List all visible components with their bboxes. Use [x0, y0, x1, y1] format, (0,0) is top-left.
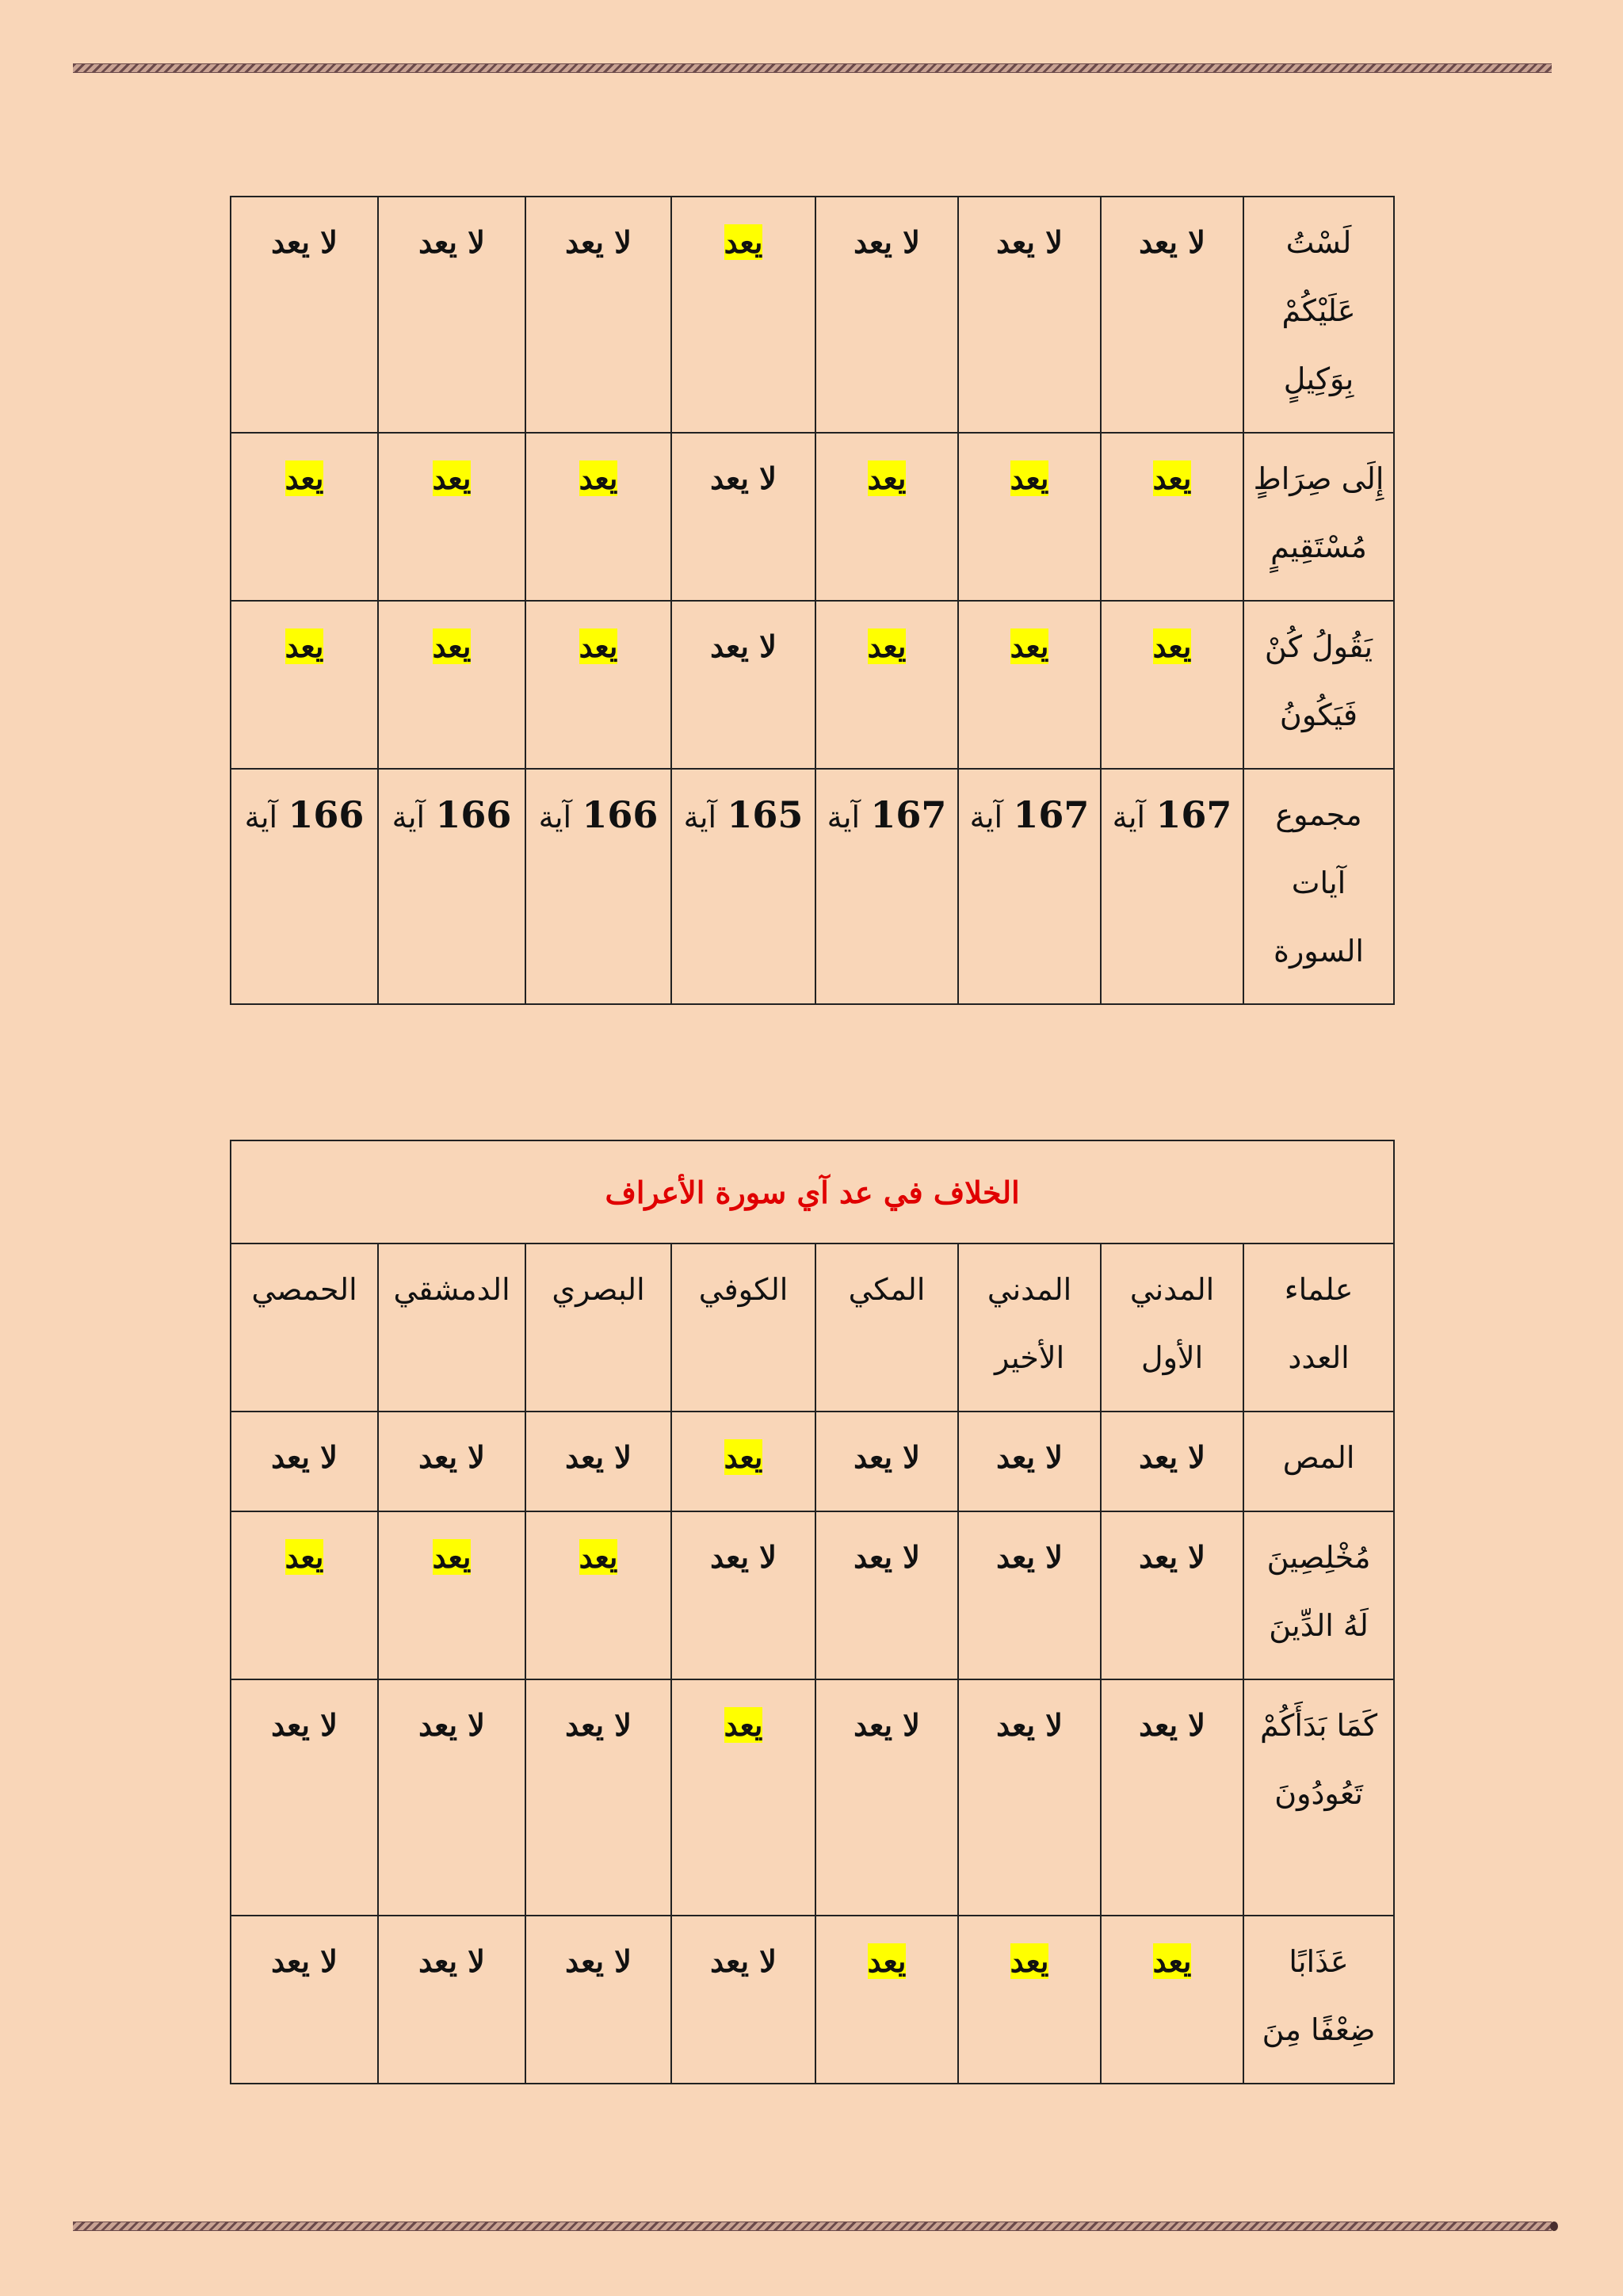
total-cell: 167 آية: [1101, 769, 1243, 1004]
count-cell: لا يعد: [378, 1916, 525, 2084]
count-cell: يعد: [525, 601, 671, 769]
count-cell: يعد: [1101, 1916, 1243, 2084]
count-cell: يعد: [525, 1511, 671, 1679]
table-header-row: [231, 1244, 1394, 1412]
count-cell: يعد: [525, 433, 671, 601]
count-cell: لا يعد: [525, 1916, 671, 2084]
count-cell: لا يعد: [815, 197, 958, 433]
table-row: [231, 1916, 1394, 2084]
count-cell: لا يعد: [958, 1412, 1101, 1511]
count-cell: لا يعد: [378, 1412, 525, 1511]
table-row: [231, 433, 1394, 601]
count-cell: يعد: [671, 1412, 815, 1511]
count-cell: لا يعد: [1101, 197, 1243, 433]
count-cell: لا يعد: [525, 197, 671, 433]
count-cell: يعد: [671, 197, 815, 433]
row-label: مُخْلِصِينَ لَهُ الدِّينَ: [1243, 1511, 1394, 1679]
table-row-total: [231, 769, 1394, 1004]
count-cell: يعد: [378, 1511, 525, 1679]
total-cell: 166 آية: [378, 769, 525, 1004]
total-cell: 167 آية: [815, 769, 958, 1004]
table-row: [231, 1679, 1394, 1916]
column-header: البصري: [525, 1244, 671, 1412]
count-cell: لا يعد: [231, 1916, 378, 2084]
count-cell: لا يعد: [231, 1679, 378, 1916]
row-label: لَسْتُ عَلَيْكُمْ بِوَكِيلٍ: [1243, 197, 1394, 433]
count-cell: لا يعد: [671, 1916, 815, 2084]
count-cell: لا يعد: [671, 601, 815, 769]
total-cell: 167 آية: [958, 769, 1101, 1004]
count-cell: لا يعد: [671, 433, 815, 601]
row-label: إِلَى صِرَاطٍ مُسْتَقِيمٍ: [1243, 433, 1394, 601]
decorative-bottom-border: [73, 2222, 1552, 2231]
column-header: المدني الأخير: [958, 1244, 1101, 1412]
count-cell: لا يعد: [525, 1412, 671, 1511]
total-cell: 166 آية: [231, 769, 378, 1004]
count-cell: يعد: [1101, 601, 1243, 769]
column-header: المكي: [815, 1244, 958, 1412]
count-cell: لا يعد: [378, 1679, 525, 1916]
count-cell: يعد: [671, 1679, 815, 1916]
count-cell: يعد: [958, 601, 1101, 769]
row-label: مجموع آيات السورة: [1243, 769, 1394, 1004]
count-cell: يعد: [815, 1916, 958, 2084]
table-row: [231, 1412, 1394, 1511]
table-title-row: [231, 1140, 1394, 1244]
count-cell: لا يعد: [1101, 1679, 1243, 1916]
total-cell: 165 آية: [671, 769, 815, 1004]
column-header: المدني الأول: [1101, 1244, 1243, 1412]
count-cell: يعد: [1101, 433, 1243, 601]
decorative-top-border: [73, 63, 1552, 73]
table-surah-verse-count-1: [230, 196, 1395, 1005]
count-cell: يعد: [231, 1511, 378, 1679]
count-cell: لا يعد: [958, 1679, 1101, 1916]
count-cell: لا يعد: [815, 1679, 958, 1916]
table-title: الخلاف في عد آي سورة الأعراف: [231, 1140, 1394, 1244]
row-label: عَذَابًا ضِعْفًا مِنَ: [1243, 1916, 1394, 2084]
table-surah-al-araf: [230, 1140, 1395, 2084]
column-header: الدمشقي: [378, 1244, 525, 1412]
count-cell: يعد: [378, 433, 525, 601]
count-cell: لا يعد: [1101, 1412, 1243, 1511]
corner-label: علماء العدد: [1243, 1244, 1394, 1412]
row-label: المص: [1243, 1412, 1394, 1511]
count-cell: لا يعد: [1101, 1511, 1243, 1679]
count-cell: يعد: [958, 433, 1101, 601]
count-cell: يعد: [231, 601, 378, 769]
table-row: [231, 1511, 1394, 1679]
column-header: الكوفي: [671, 1244, 815, 1412]
count-cell: لا يعد: [815, 1412, 958, 1511]
row-label: يَقُولُ كُنْ فَيَكُونُ: [1243, 601, 1394, 769]
row-label: كَمَا بَدَأَكُمْ تَعُودُونَ: [1243, 1679, 1394, 1916]
count-cell: لا يعد: [231, 1412, 378, 1511]
count-cell: لا يعد: [958, 197, 1101, 433]
count-cell: يعد: [815, 433, 958, 601]
count-cell: لا يعد: [815, 1511, 958, 1679]
count-cell: لا يعد: [378, 197, 525, 433]
column-header: الحمصي: [231, 1244, 378, 1412]
table-row: [231, 601, 1394, 769]
count-cell: لا يعد: [958, 1511, 1101, 1679]
count-cell: لا يعد: [671, 1511, 815, 1679]
count-cell: يعد: [815, 601, 958, 769]
count-cell: يعد: [958, 1916, 1101, 2084]
total-cell: 166 آية: [525, 769, 671, 1004]
table-row: [231, 197, 1394, 433]
count-cell: يعد: [378, 601, 525, 769]
count-cell: لا يعد: [231, 197, 378, 433]
count-cell: لا يعد: [525, 1679, 671, 1916]
count-cell: يعد: [231, 433, 378, 601]
